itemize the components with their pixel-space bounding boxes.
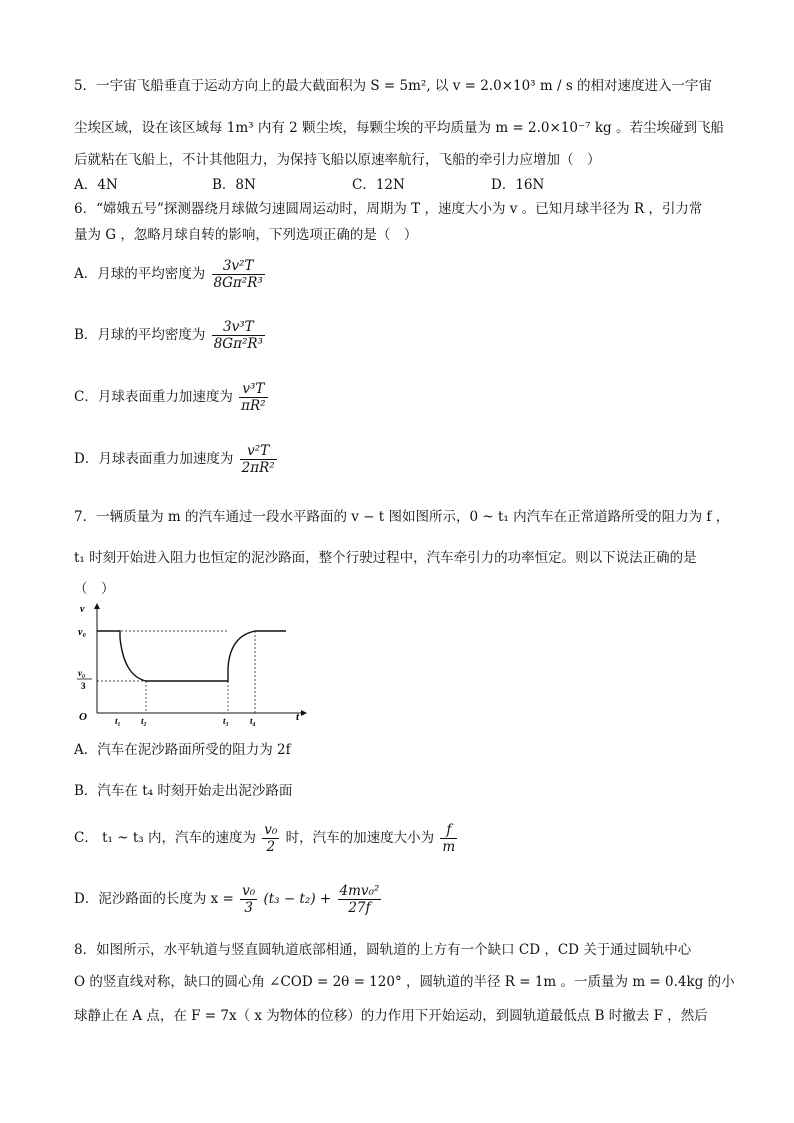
q6-a-denominator: 8Gπ²R³ xyxy=(213,275,263,291)
q5-line-2: 尘埃区域，设在该区域每 1m³ 内有 2 颗尘埃，每颗尘埃的平均质量为 m = 2.0×10⁻⁷ kg 。若尘埃碰到飞船 xyxy=(74,120,724,136)
label-t4: t₄ xyxy=(250,716,256,726)
q7-option-d xyxy=(74,883,383,916)
q7-d-frac2-den: 27f xyxy=(348,900,371,916)
q7-line-2: t₁ 时刻开始进入阻力也恒定的泥沙路面，整个行驶过程中，汽车牵引力的功率恒定。则以下说法正确的是 xyxy=(74,550,697,566)
q7-c-mid: 时，汽车的加速度大小为 xyxy=(285,830,435,846)
q7-c-frac1-num: v₀ xyxy=(264,822,278,838)
q7-option-b: B．汽车在 t₄ 时刻开始走出泥沙路面 xyxy=(74,783,293,799)
q5-line-3: 后就粘在飞船上，不计其他阻力，为保持飞船以原速率航行，飞船的牵引力应增加（ ） xyxy=(74,152,601,168)
q7-d-mid: (t₃ − t₂) + xyxy=(263,891,332,907)
q6-option-c-fraction xyxy=(239,381,267,414)
q5-option-a: A．4N xyxy=(74,177,118,193)
q5-line-1: 5．一宇宙飞船垂直于运动方向上的最大截面积为 S = 5m², 以 v = 2.0×10³ m / s 的相对速度进入一宇宙 xyxy=(74,78,713,94)
label-v0-3-num: v₀ xyxy=(78,668,86,678)
origin-label: O xyxy=(79,711,87,723)
label-v0-3-den: 3 xyxy=(81,681,86,691)
q6-option-c xyxy=(74,381,270,414)
q6-b-denominator: 8Gπ²R³ xyxy=(213,336,263,352)
label-t3: t₃ xyxy=(223,716,229,726)
q6-line-2: 量为 G ，忽略月球自转的影响，下列选项正确的是（ ） xyxy=(74,227,418,243)
q5-option-d: D．16N xyxy=(491,177,545,193)
q7-d-fraction-1 xyxy=(240,883,257,916)
label-v0: v₀ xyxy=(78,627,86,638)
q7-d-frac1-num: v₀ xyxy=(242,883,256,899)
q7-c-frac1-den: 2 xyxy=(266,839,276,855)
q8-line-2: O 的竖直线对称，缺口的圆心角 ∠COD = 2θ = 120° ，圆轨道的半径 R = 1m 。一质量为 m = 0.4kg 的小 xyxy=(74,974,735,990)
q7-d-frac1-den: 3 xyxy=(244,900,253,916)
q6-option-b xyxy=(74,319,267,352)
q7-line-3: （ ） xyxy=(74,581,115,597)
axis-label-t: t xyxy=(296,711,300,723)
q5-option-c: C．12N xyxy=(352,177,405,193)
q7-line-1: 7．一辆质量为 m 的汽车通过一段水平路面的 v − t 图如图所示，0 ~ t₁ 内汽车在正常道路所受的阻力为 f ， xyxy=(74,509,730,525)
q6-option-a xyxy=(74,258,267,291)
q6-c-numerator: v³T xyxy=(239,381,267,398)
q6-a-numerator: 3v²T xyxy=(212,258,265,275)
q8-line-1: 8．如图所示，水平轨道与竖直圆轨道底部相通，圆轨道的上方有一个缺口 CD ，CD 关于通过圆轨中心 xyxy=(74,942,692,958)
q6-line-1: 6．“嫦娥五号”探测器绕月球做匀速圆周运动时，周期为 T ，速度大小为 v 。已知月球半径为 R ，引力常 xyxy=(74,201,703,217)
q6-option-d-text: D．月球表面重力加速度为 xyxy=(74,451,234,467)
vt-graph xyxy=(74,598,314,726)
q6-option-d xyxy=(74,443,279,476)
q7-c-frac2-num: f xyxy=(440,822,457,839)
q6-option-a-fraction xyxy=(212,258,265,291)
q7-option-c xyxy=(74,822,459,855)
q7-c-fraction-2 xyxy=(440,822,457,855)
q6-b-numerator: 3v³T xyxy=(212,319,265,336)
q7-d-fraction-2 xyxy=(338,883,382,916)
vt-curve xyxy=(97,631,286,681)
q7-d-frac2-num: 4mv₀² xyxy=(339,883,380,899)
q6-d-numerator: v²T xyxy=(240,443,277,460)
q6-option-c-text: C．月球表面重力加速度为 xyxy=(74,389,233,405)
q6-c-denominator: πR² xyxy=(241,398,266,414)
q7-option-a: A．汽车在泥沙路面所受的阻力为 2f xyxy=(74,742,291,758)
q5-option-b: B．8N xyxy=(212,177,256,193)
q6-option-a-text: A．月球的平均密度为 xyxy=(74,266,206,282)
q7-d-pre: D．泥沙路面的长度为 x = xyxy=(74,891,234,907)
axis-label-v: v xyxy=(80,604,85,615)
q6-option-b-fraction xyxy=(212,319,265,352)
q8-line-3: 球静止在 A 点，在 F = 7x（ x 为物体的位移）的力作用下开始运动，到圆轨道最低点 B 时撤去 F ，然后 xyxy=(74,1008,708,1024)
q6-d-denominator: 2πR² xyxy=(241,460,275,476)
q7-c-fraction-1 xyxy=(262,822,279,855)
label-t1: t₁ xyxy=(115,716,121,726)
q7-c-frac2-den: m xyxy=(442,839,456,855)
q6-option-d-fraction xyxy=(240,443,277,476)
q6-option-b-text: B．月球的平均密度为 xyxy=(74,327,206,343)
q7-c-pre: C． t₁ ~ t₃ 内，汽车的速度为 xyxy=(74,830,256,846)
label-t2: t₂ xyxy=(141,716,147,726)
